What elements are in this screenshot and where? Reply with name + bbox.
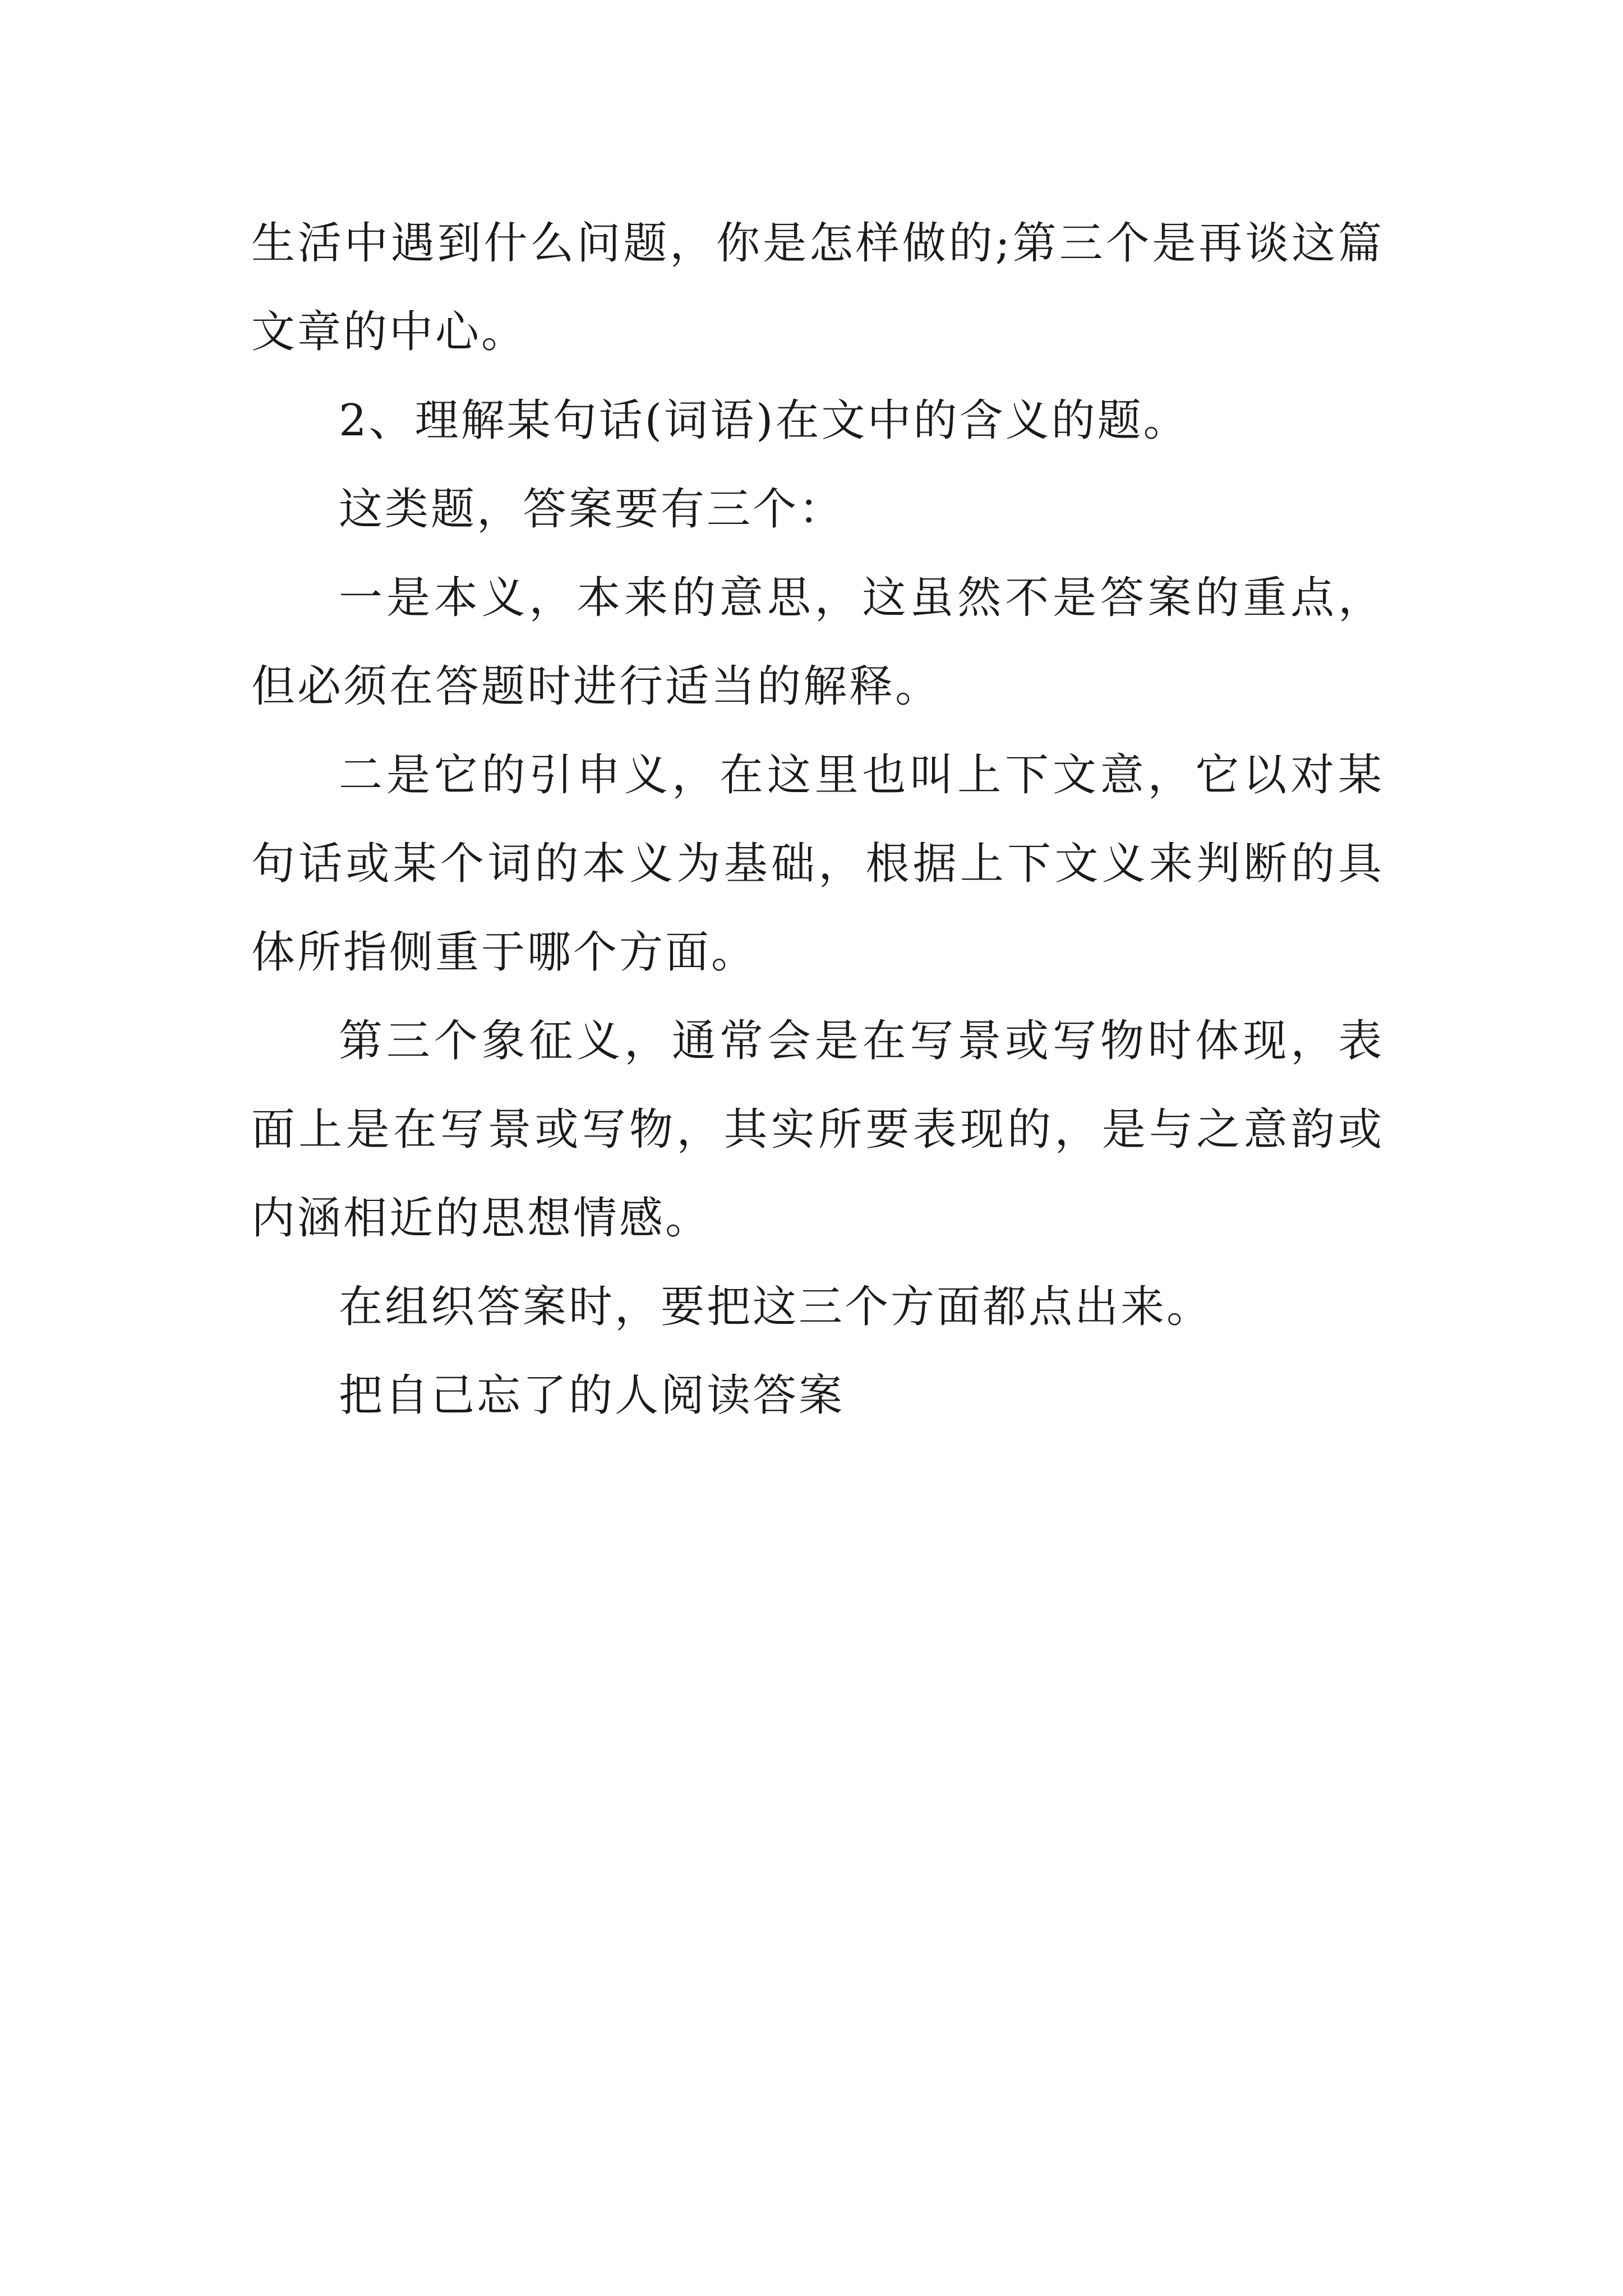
paragraph-question-2-heading: 2、理解某句话(词语)在文中的含义的题。 bbox=[339, 395, 1189, 446]
paragraph-article-title: 把自己忘了的人阅读答案 bbox=[339, 1370, 845, 1421]
paragraph-extended-meaning: 二是它的引申义，在这里也叫上下文意，它以对某句话或某个词的本义为基础，根据上下文义来判断的具体所指侧重于哪个方面。 bbox=[251, 750, 1384, 978]
paragraph-answer-organization: 在组织答案时，要把这三个方面都点出来。 bbox=[339, 1282, 1213, 1332]
document-body bbox=[251, 199, 1384, 1440]
paragraph-continuation: 生活中遇到什么问题，你是怎样做的;第三个是再谈这篇文章的中心。 bbox=[251, 218, 1384, 357]
paragraph-literal-meaning: 一是本义，本来的意思，这虽然不是答案的重点，但必须在答题时进行适当的解释。 bbox=[251, 573, 1384, 712]
paragraph-answer-intro: 这类题，答案要有三个： bbox=[339, 484, 845, 535]
paragraph-symbolic-meaning: 第三个象征义，通常会是在写景或写物时体现，表面上是在写景或写物，其实所要表现的，是与之意韵或内涵相近的思想情感。 bbox=[251, 1016, 1384, 1244]
